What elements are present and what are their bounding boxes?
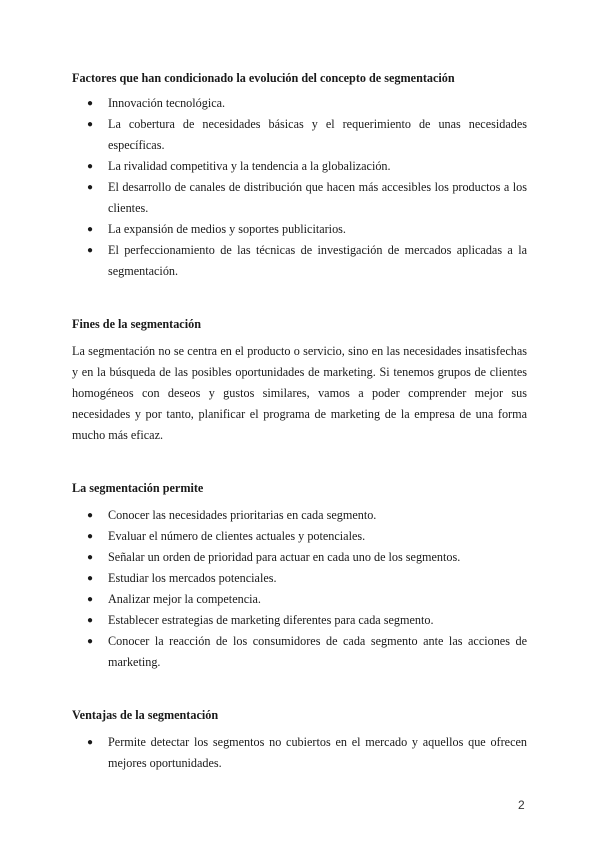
permite-list bbox=[72, 505, 527, 673]
page-number: 2 bbox=[518, 798, 525, 812]
list-item: ● La rivalidad competitiva y la tendencia a la globalización. bbox=[72, 156, 527, 177]
section-title-factores: Factores que han condicionado la evolución del concepto de segmentación bbox=[72, 71, 455, 85]
list-item: ● Permite detectar los segmentos no cubiertos en el mercado y aquellos que ofrecen mejores oportunidades. bbox=[72, 732, 527, 774]
section-title-permite: La segmentación permite bbox=[72, 481, 204, 495]
page-content bbox=[72, 68, 527, 774]
bullet-icon: ● bbox=[87, 531, 94, 542]
list-item: ● Analizar mejor la competencia. bbox=[72, 589, 527, 610]
list-item: ● Innovación tecnológica. bbox=[72, 93, 527, 114]
bullet-icon: ● bbox=[87, 737, 94, 748]
list-item: ● Estudiar los mercados potenciales. bbox=[72, 568, 527, 589]
list-item: ● Conocer la reacción de los consumidores de cada segmento ante las acciones de marketing. bbox=[72, 631, 527, 673]
bullet-icon: ● bbox=[87, 615, 94, 626]
bullet-icon: ● bbox=[87, 98, 94, 109]
list-item: ● El perfeccionamiento de las técnicas de investigación de mercados aplicadas a la segmentación. bbox=[72, 240, 527, 282]
ventajas-list bbox=[72, 732, 527, 774]
list-item: ● Evaluar el número de clientes actuales y potenciales. bbox=[72, 526, 527, 547]
section-title-fines: Fines de la segmentación bbox=[72, 317, 201, 331]
bullet-icon: ● bbox=[87, 119, 94, 130]
bullet-icon: ● bbox=[87, 224, 94, 235]
fines-paragraph: La segmentación no se centra en el producto o servicio, sino en las necesidades insatisfechas y en la búsqueda de las posibles oportunidades de marketing. Si tenemos grupos de clientes homogéneos con deseos y gustos similares, vamos a poder comprender mejor sus necesidades y por tanto, planificar el programa de marketing de la empresa de una forma mucho más eficaz. bbox=[72, 344, 527, 442]
list-item: ● Conocer las necesidades prioritarias en cada segmento. bbox=[72, 505, 527, 526]
section-title-ventajas: Ventajas de la segmentación bbox=[72, 708, 219, 722]
bullet-icon: ● bbox=[87, 245, 94, 256]
list-item: ● El desarrollo de canales de distribución que hacen más accesibles los productos a los clientes. bbox=[72, 177, 527, 219]
bullet-icon: ● bbox=[87, 636, 94, 647]
bullet-icon: ● bbox=[87, 552, 94, 563]
bullet-icon: ● bbox=[87, 594, 94, 605]
list-item: ● Señalar un orden de prioridad para actuar en cada uno de los segmentos. bbox=[72, 547, 527, 568]
list-item: ● Establecer estrategias de marketing diferentes para cada segmento. bbox=[72, 610, 527, 631]
factores-list bbox=[72, 93, 527, 282]
bullet-icon: ● bbox=[87, 182, 94, 193]
list-item: ● La cobertura de necesidades básicas y el requerimiento de unas necesidades específicas. bbox=[72, 114, 527, 156]
bullet-icon: ● bbox=[87, 510, 94, 521]
bullet-icon: ● bbox=[87, 161, 94, 172]
list-item: ● La expansión de medios y soportes publicitarios. bbox=[72, 219, 527, 240]
bullet-icon: ● bbox=[87, 573, 94, 584]
